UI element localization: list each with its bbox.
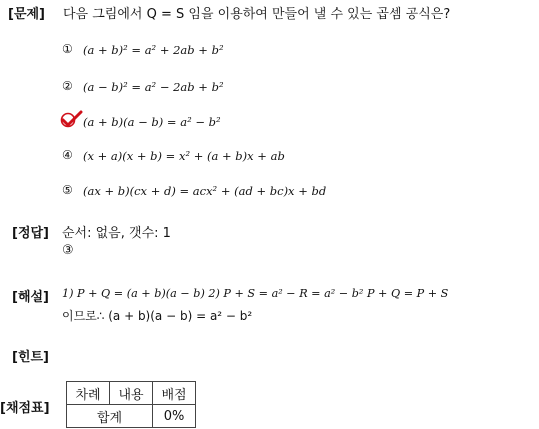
answer-summary: 순서: 없음, 갯수: 1 (62, 226, 171, 241)
grading-table (66, 381, 196, 428)
table-row (67, 382, 196, 405)
grading-header-score: 배점 (153, 382, 196, 405)
choice-expression: (a − b)² = a² − 2ab + b² (83, 80, 224, 94)
choice-expression: (a + b)(a − b) = a² − b² (83, 115, 221, 129)
choice-expression: (ax + b)(cx + d) = acx² + (ad + bc)x + bd (83, 184, 327, 198)
checkmark-icon (60, 110, 84, 130)
grading-header-order: 차례 (67, 382, 110, 405)
explanation-line-2: 이므로∴ (a + b)(a − b) = a² − b² (62, 309, 253, 323)
hint-label: [힌트] (12, 350, 49, 365)
choice-expression: (x + a)(x + b) = x² + (a + b)x + ab (83, 149, 285, 163)
explanation-line-1: 1) P + Q = (a + b)(a − b) 2) P + S = a² − R = a² − b² P + Q = P + S (62, 287, 449, 300)
answer-label: [정답] (12, 226, 49, 241)
choice-number: ④ (62, 148, 73, 162)
grading-total-value: 0% (153, 405, 196, 428)
explanation-label: [해설] (12, 290, 49, 305)
choice-expression: (a + b)² = a² + 2ab + b² (83, 43, 224, 57)
grading-header-content: 내용 (110, 382, 153, 405)
choice-number: ① (62, 42, 73, 56)
choice-number: ⑤ (62, 183, 73, 197)
table-row (67, 405, 196, 428)
question-label: [문제] (8, 7, 45, 22)
grading-total-label: 합계 (67, 405, 153, 428)
answer-value: ③ (62, 243, 74, 258)
question-text: 다음 그림에서 Q = S 임을 이용하여 만들어 낼 수 있는 곱셈 공식은? (63, 7, 451, 22)
grading-label: [채점표] (0, 401, 50, 416)
choice-number: ② (62, 79, 73, 93)
